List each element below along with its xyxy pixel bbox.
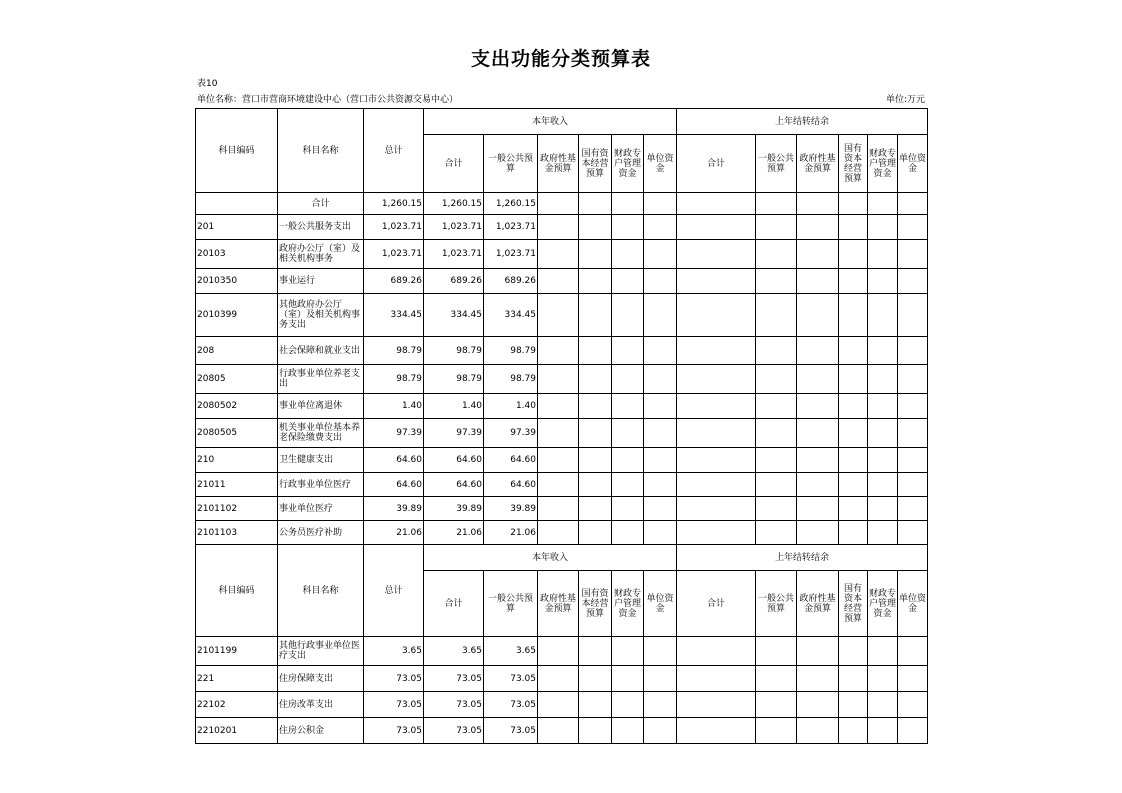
currency-unit: 单位:万元 [885, 95, 925, 105]
header-ly-fund: 政府性基金预算 [797, 571, 839, 637]
row-sum: 21.06 [424, 521, 484, 545]
table-row [196, 215, 928, 240]
row-code: 2101199 [196, 637, 278, 666]
row-code: 2010399 [196, 294, 278, 337]
row-general: 64.60 [484, 448, 538, 473]
row-general: 1,260.15 [484, 193, 538, 215]
row-general: 73.05 [484, 718, 538, 744]
row-total: 689.26 [364, 269, 424, 294]
row-name: 行政事业单位医疗 [278, 473, 364, 497]
header-cy-sum: 合计 [424, 571, 484, 637]
header-ly-fund: 政府性基金预算 [797, 135, 839, 193]
row-sum: 1,023.71 [424, 215, 484, 240]
row-name: 住房改革支出 [278, 692, 364, 718]
table-row-total [196, 193, 928, 215]
header-cy-state-capital: 国有资本经营预算 [579, 571, 612, 637]
table-row [196, 269, 928, 294]
row-code: 2080505 [196, 419, 278, 448]
row-code: 208 [196, 337, 278, 365]
row-total: 64.60 [364, 448, 424, 473]
row-name: 卫生健康支出 [278, 448, 364, 473]
row-name: 合计 [278, 193, 364, 215]
row-total: 1,023.71 [364, 240, 424, 269]
header-total: 总计 [364, 545, 424, 637]
row-total: 97.39 [364, 419, 424, 448]
row-code: 210 [196, 448, 278, 473]
row-general: 39.89 [484, 497, 538, 521]
row-total: 21.06 [364, 521, 424, 545]
row-name: 其他行政事业单位医疗支出 [278, 637, 364, 666]
row-general: 97.39 [484, 419, 538, 448]
row-code: 2101102 [196, 497, 278, 521]
row-sum: 3.65 [424, 637, 484, 666]
row-code: 221 [196, 666, 278, 692]
row-sum: 1.40 [424, 394, 484, 419]
row-sum: 97.39 [424, 419, 484, 448]
row-sum: 1,023.71 [424, 240, 484, 269]
unit-name: 单位名称：营口市营商环境建设中心（营口市公共资源交易中心） [197, 95, 459, 105]
row-general: 3.65 [484, 637, 538, 666]
header-ly-general: 一般公共预算 [756, 571, 797, 637]
header-cy-general: 一般公共预算 [484, 571, 538, 637]
row-total: 3.65 [364, 637, 424, 666]
row-general: 64.60 [484, 473, 538, 497]
row-total: 73.05 [364, 666, 424, 692]
row-name: 一般公共服务支出 [278, 215, 364, 240]
table-row [196, 394, 928, 419]
row-total: 98.79 [364, 337, 424, 365]
row-general: 1,023.71 [484, 240, 538, 269]
header-ly-sum: 合计 [677, 571, 756, 637]
row-name: 机关事业单位基本养老保险缴费支出 [278, 419, 364, 448]
row-sum: 689.26 [424, 269, 484, 294]
row-total: 39.89 [364, 497, 424, 521]
row-name: 社会保障和就业支出 [278, 337, 364, 365]
header-code: 科目编码 [196, 545, 278, 637]
row-sum: 73.05 [424, 718, 484, 744]
row-general: 98.79 [484, 337, 538, 365]
budget-table [195, 108, 928, 744]
header-cy-fund: 政府性基金预算 [538, 135, 579, 193]
row-code: 20805 [196, 365, 278, 394]
row-general: 1.40 [484, 394, 538, 419]
header-last-year: 上年结转结余 [677, 545, 928, 571]
row-code: 2210201 [196, 718, 278, 744]
header-name: 科目名称 [278, 545, 364, 637]
header-cy-general: 一般公共预算 [484, 135, 538, 193]
row-sum: 39.89 [424, 497, 484, 521]
table-row [196, 294, 928, 337]
table-row [196, 718, 928, 744]
header-ly-state-capital: 国有资本经营预算 [839, 135, 868, 193]
table-row [196, 448, 928, 473]
row-total: 1,023.71 [364, 215, 424, 240]
row-sum: 73.05 [424, 692, 484, 718]
row-general: 73.05 [484, 692, 538, 718]
header-ly-state-capital: 国有资本经营预算 [839, 571, 868, 637]
header-ly-unit-fund: 单位资金 [898, 571, 928, 637]
row-sum: 98.79 [424, 365, 484, 394]
header-ly-unit-fund: 单位资金 [898, 135, 928, 193]
row-total: 1,260.15 [364, 193, 424, 215]
row-general: 98.79 [484, 365, 538, 394]
row-code: 2010350 [196, 269, 278, 294]
row-sum: 64.60 [424, 448, 484, 473]
table-row [196, 497, 928, 521]
row-name: 事业单位医疗 [278, 497, 364, 521]
header-ly-general: 一般公共预算 [756, 135, 797, 193]
header-code: 科目编码 [196, 109, 278, 193]
row-general: 689.26 [484, 269, 538, 294]
row-code: 22102 [196, 692, 278, 718]
row-name: 政府办公厅（室）及相关机构事务 [278, 240, 364, 269]
header-current-year: 本年收入 [424, 109, 677, 135]
row-code: 201 [196, 215, 278, 240]
header-cy-unit-fund: 单位资金 [644, 571, 677, 637]
row-general: 334.45 [484, 294, 538, 337]
row-total: 1.40 [364, 394, 424, 419]
row-general: 1,023.71 [484, 215, 538, 240]
header-ly-special-account: 财政专户管理资金 [868, 571, 898, 637]
row-sum: 334.45 [424, 294, 484, 337]
header-row-1-repeat [196, 545, 928, 571]
row-total: 98.79 [364, 365, 424, 394]
row-name: 其他政府办公厅（室）及相关机构事务支出 [278, 294, 364, 337]
header-current-year: 本年收入 [424, 545, 677, 571]
header-last-year: 上年结转结余 [677, 109, 928, 135]
header-ly-special-account: 财政专户管理资金 [868, 135, 898, 193]
row-code: 2080502 [196, 394, 278, 419]
row-name: 公务员医疗补助 [278, 521, 364, 545]
header-cy-state-capital: 国有资本经营预算 [579, 135, 612, 193]
row-sum: 98.79 [424, 337, 484, 365]
row-total: 73.05 [364, 718, 424, 744]
row-name: 住房保障支出 [278, 666, 364, 692]
page-title: 支出功能分类预算表 [470, 48, 651, 70]
table-row [196, 240, 928, 269]
table-row [196, 666, 928, 692]
row-name: 行政事业单位养老支出 [278, 365, 364, 394]
table-row [196, 637, 928, 666]
row-sum: 1,260.15 [424, 193, 484, 215]
header-cy-fund: 政府性基金预算 [538, 571, 579, 637]
table-row [196, 521, 928, 545]
table-number: 表10 [197, 79, 218, 89]
row-general: 73.05 [484, 666, 538, 692]
header-row-1 [196, 109, 928, 135]
row-total: 73.05 [364, 692, 424, 718]
header-ly-sum: 合计 [677, 135, 756, 193]
row-name: 住房公积金 [278, 718, 364, 744]
table-row [196, 473, 928, 497]
row-total: 64.60 [364, 473, 424, 497]
row-code: 21011 [196, 473, 278, 497]
row-code [196, 193, 278, 215]
row-sum: 64.60 [424, 473, 484, 497]
row-total: 334.45 [364, 294, 424, 337]
header-name: 科目名称 [278, 109, 364, 193]
row-general: 21.06 [484, 521, 538, 545]
header-cy-unit-fund: 单位资金 [644, 135, 677, 193]
header-cy-special-account: 财政专户管理资金 [612, 135, 644, 193]
header-total: 总计 [364, 109, 424, 193]
table-row [196, 419, 928, 448]
table-row [196, 365, 928, 394]
row-code: 2101103 [196, 521, 278, 545]
row-name: 事业单位离退休 [278, 394, 364, 419]
table-row [196, 692, 928, 718]
header-cy-sum: 合计 [424, 135, 484, 193]
row-code: 20103 [196, 240, 278, 269]
table-row [196, 337, 928, 365]
header-cy-special-account: 财政专户管理资金 [612, 571, 644, 637]
row-sum: 73.05 [424, 666, 484, 692]
row-name: 事业运行 [278, 269, 364, 294]
